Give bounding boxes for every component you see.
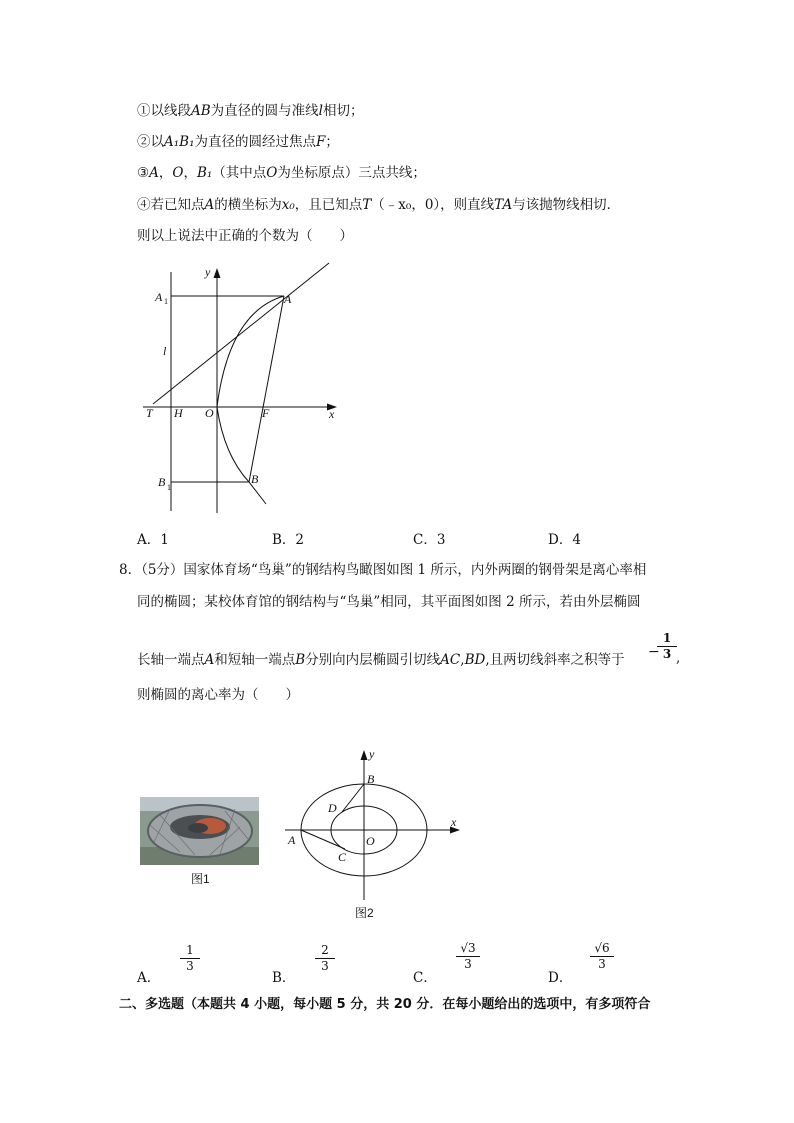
label-y: y [205, 265, 211, 279]
birds-nest-photo [140, 797, 259, 865]
tangent-line-ta [153, 263, 329, 404]
q8-choice-b-fraction: $\frac{2}{3}$ [315, 943, 335, 974]
label-b1-sub: 1 [167, 483, 171, 492]
q7-choice-d[interactable]: D．4 [548, 532, 581, 548]
figure-2-caption: 图2 [355, 906, 374, 920]
chord-ab [249, 296, 284, 482]
q8-choice-d-fraction: $\frac{√6}{3}$ [590, 941, 614, 972]
label-o: O [366, 834, 375, 848]
label-o: O [205, 406, 214, 420]
q8-choice-a-letter[interactable]: A． [137, 970, 161, 986]
label-c: C [338, 850, 347, 864]
label-d: D [328, 801, 337, 815]
parabola-figure [140, 258, 345, 520]
q8-line-2: 同的椭圆；某校体育馆的钢结构与“鸟巢”相同，其平面图如图 2 所示，若由外层椭圆 [137, 594, 641, 610]
label-l: l [163, 344, 167, 358]
ellipse-figure [280, 745, 465, 905]
slope-minus-sign: − [648, 644, 660, 660]
label-x: x [451, 815, 457, 829]
q7-choice-a[interactable]: A．1 [137, 532, 169, 548]
q7-choice-c[interactable]: C．3 [413, 532, 446, 548]
statement-4: ④若已知点A的横坐标为x₀，且已知点T（﹣x₀，0），则直线TA与该抛物线相切． [137, 197, 621, 213]
figure-1-caption: 图1 [191, 872, 210, 886]
statement-2: ②以A₁B₁为直径的圆经过焦点F； [137, 134, 339, 150]
label-a1: A [155, 290, 163, 304]
section-2-heading: 二、多选题（本题共 4 小题，每小题 5 分，共 20 分．在每小题给出的选项中，有多项符合 [119, 997, 651, 1012]
statement-3: ③A，O，B₁（其中点O为坐标原点）三点共线； [137, 165, 426, 181]
q7-choice-b[interactable]: B．2 [272, 532, 305, 548]
tangent-ac [301, 830, 345, 849]
y-axis-arrow [361, 750, 368, 760]
label-b1: B [158, 475, 166, 489]
label-a: A [284, 292, 292, 306]
q8-choice-a-fraction: $\frac{1}{3}$ [180, 943, 200, 974]
label-t: T [146, 406, 153, 420]
q8-choice-c-fraction: $\frac{√3}{3}$ [456, 941, 480, 972]
label-a: A [288, 833, 296, 847]
q8-choice-b-letter[interactable]: B． [272, 970, 296, 986]
label-h: H [174, 406, 183, 420]
q8-choice-d-letter[interactable]: D． [548, 970, 573, 986]
slope-fraction: $\frac{1}{3}$ [657, 631, 677, 662]
q8-line-4: 则椭圆的离心率为（ ） [137, 687, 299, 703]
q8-choice-c-letter[interactable]: C． [413, 970, 437, 986]
label-b: B [367, 772, 375, 786]
label-b: B [251, 472, 259, 486]
question-7-prompt: 则以上说法中正确的个数为（ ） [137, 228, 353, 244]
q8-line-1: 8．（5分）国家体育场“鸟巢”的钢结构鸟瞰图如图 1 所示，内外两圈的钢骨架是离心率相 [119, 562, 647, 578]
slope-comma: , [676, 650, 681, 666]
label-a1-sub: 1 [164, 297, 168, 306]
y-axis-arrow [214, 268, 221, 278]
label-f: F [262, 406, 270, 420]
label-x: x [329, 407, 335, 421]
label-y: y [369, 747, 375, 761]
q8-line-3: 长轴一端点A和短轴一端点B分别向内层椭圆引切线AC,BD,且两切线斜率之积等于 [137, 652, 625, 668]
statement-1: ①以线段AB为直径的圆与准线l相切； [137, 103, 364, 119]
